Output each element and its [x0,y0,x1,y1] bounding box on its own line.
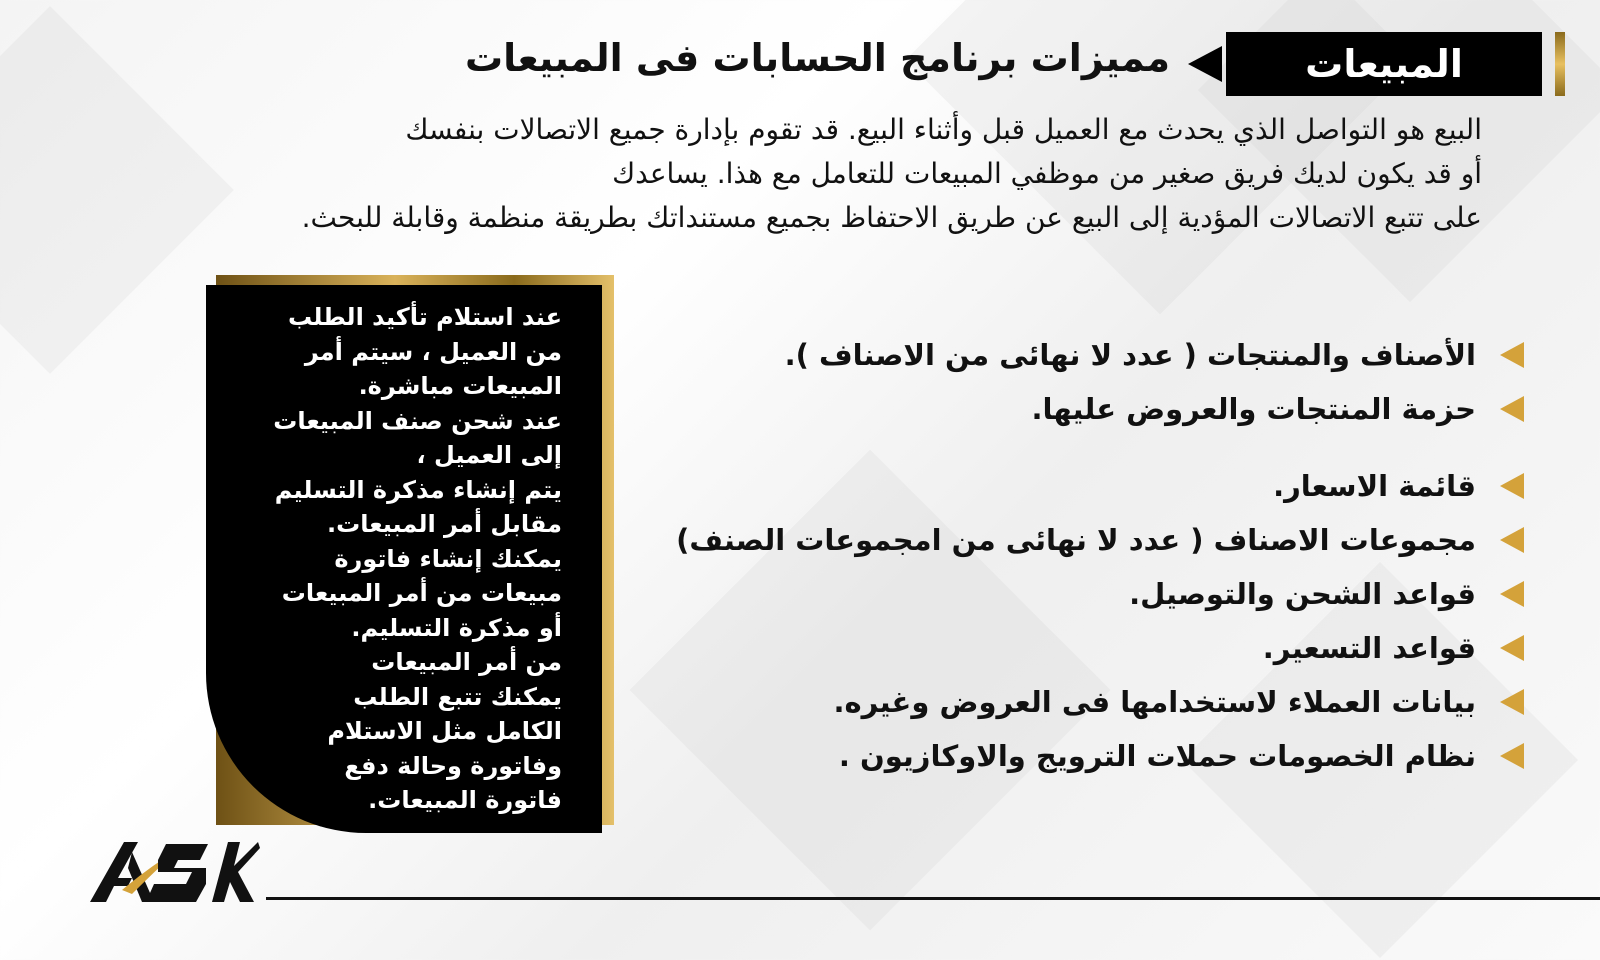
panel-line: فاتورة المبيعات. [368,786,562,814]
page-title: مميزات برنامج الحسابات فى المبيعات [464,36,1170,80]
section-badge: المبيعات [1226,32,1542,96]
panel-line: عند استلام تأكيد الطلب [287,303,562,331]
feature-item [839,739,1524,773]
feature-item [785,338,1524,372]
triangle-bullet-icon [1500,581,1524,607]
triangle-bullet-icon [1500,396,1524,422]
feature-item [1273,469,1524,503]
panel-line: من أمر المبيعات [371,648,562,676]
triangle-bullet-icon [1500,635,1524,661]
feature-text: نظام الخصومات حملات الترويج والاوكازيون . [838,739,1476,773]
bottom-rule [266,897,1600,900]
panel-line: أو مذكرة التسليم. [351,613,562,642]
feature-text: مجموعات الاصناف ( عدد لا نهائى من امجموعات الصنف) [676,523,1476,557]
panel-line: مبيعات من أمر المبيعات [281,579,562,607]
feature-item [834,685,1525,719]
intro-paragraph [62,108,1482,240]
panel-line: إلى العميل ، [416,441,562,469]
triangle-bullet-icon [1500,527,1524,553]
info-panel-text [240,300,562,818]
feature-item [1263,631,1524,665]
feature-text: حزمة المنتجات والعروض عليها. [1031,392,1476,426]
feature-text: الأصناف والمنتجات ( عدد لا نهائى من الاصناف ). [784,338,1476,372]
feature-item [1129,577,1524,611]
triangle-bullet-icon [1500,342,1524,368]
header-gold-accent [1555,32,1565,96]
panel-line: المبيعات مباشرة. [358,372,562,400]
feature-text: بيانات العملاء لاستخدامها فى العروض وغيره. [833,685,1476,719]
panel-line: يتم إنشاء مذكرة التسليم [274,475,562,504]
feature-item [676,523,1524,557]
feature-text: قائمة الاسعار. [1273,469,1476,503]
panel-line: عند شحن صنف المبيعات [273,406,562,435]
panel-line: وفاتورة وحالة دفع [344,751,562,780]
panel-line: يمكنك تتبع الطلب [353,682,562,711]
panel-line: مقابل أمر المبيعات. [326,510,562,538]
feature-text: قواعد الشحن والتوصيل. [1129,577,1476,611]
intro-line: على تتبع الاتصالات المؤدية إلى البيع عن طريق الاحتفاظ بجميع مستنداتك بطريقة منظمة وقابلة للبحث. [301,201,1482,234]
intro-line: أو قد يكون لديك فريق صغير من موظفي المبيعات للتعامل مع هذا. يساعدك [612,157,1482,190]
triangle-bullet-icon [1500,689,1524,715]
feature-text: قواعد التسعير. [1262,631,1476,665]
panel-line: من العميل ، سيتم أمر [304,337,562,366]
feature-item [1032,392,1525,426]
header-arrow-icon [1188,46,1222,82]
panel-line: الكامل مثل الاستلام [327,717,562,745]
intro-line: البيع هو التواصل الذي يحدث مع العميل قبل وأثناء البيع. قد تقوم بإدارة جميع الاتصالات بنفسك [405,113,1482,146]
triangle-bullet-icon [1500,743,1524,769]
triangle-bullet-icon [1500,473,1524,499]
panel-line: يمكنك إنشاء فاتورة [334,544,562,573]
ask-logo-icon [88,838,260,904]
